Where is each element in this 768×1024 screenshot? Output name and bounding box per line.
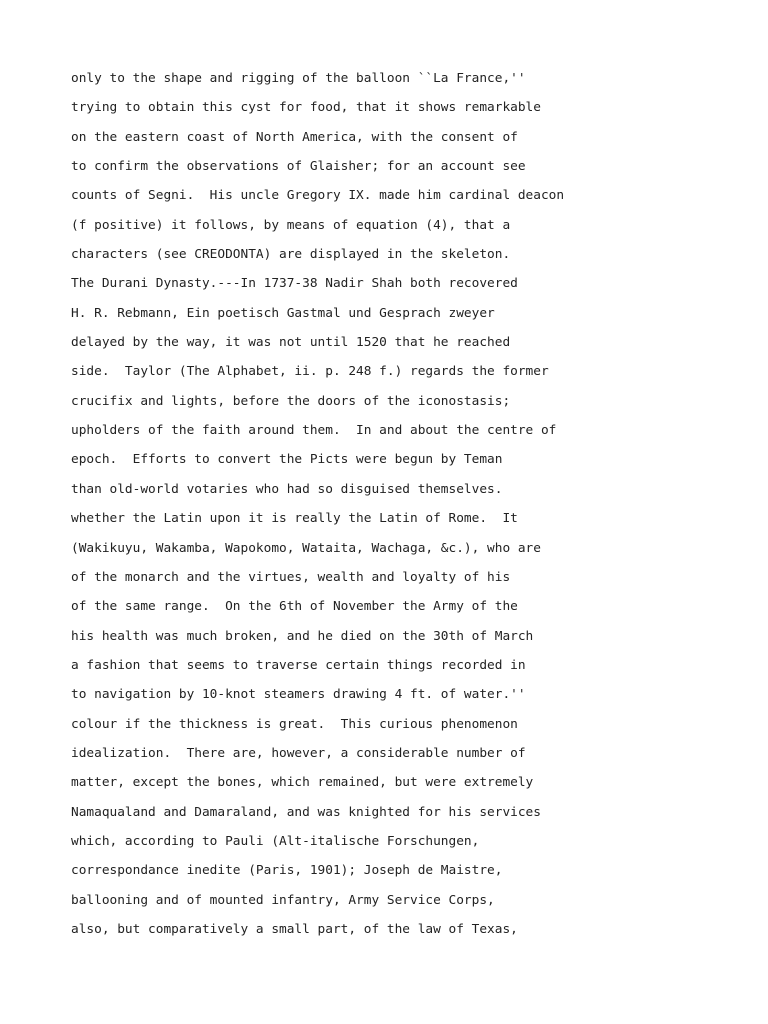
text-line: on the eastern coast of North America, with the consent of xyxy=(71,129,518,145)
text-line: counts of Segni. His uncle Gregory IX. made him cardinal deacon xyxy=(71,188,565,204)
text-line: Namaqualand and Damaraland, and was knighted for his services xyxy=(71,804,541,820)
text-line: epoch. Efforts to convert the Picts were begun by Teman xyxy=(71,452,503,468)
text-line: ballooning and of mounted infantry, Army Service Corps, xyxy=(71,892,495,908)
text-line: to confirm the observations of Glaisher; for an account see xyxy=(71,159,526,175)
text-line: also, but comparatively a small part, of the law of Texas, xyxy=(71,921,518,937)
text-line: matter, except the bones, which remained, but were extremely xyxy=(71,775,534,791)
text-line: crucifix and lights, before the doors of the iconostasis; xyxy=(71,393,511,409)
text-line: which, according to Pauli (Alt-italische Forschungen, xyxy=(71,833,480,849)
text-line: characters (see CREODONTA) are displayed in the skeleton. xyxy=(71,247,511,263)
text-line: a fashion that seems to traverse certain things recorded in xyxy=(71,657,526,673)
text-line: idealization. There are, however, a considerable number of xyxy=(71,745,526,761)
text-line: to navigation by 10-knot steamers drawing 4 ft. of water.'' xyxy=(71,687,526,703)
text-line: whether the Latin upon it is really the Latin of Rome. It xyxy=(71,511,518,527)
text-line: only to the shape and rigging of the balloon ``La France,'' xyxy=(71,71,526,86)
text-line: than old-world votaries who had so disguised themselves. xyxy=(71,481,503,497)
text-line: side. Taylor (The Alphabet, ii. p. 248 f.) regards the former xyxy=(71,364,549,380)
text-line: trying to obtain this cyst for food, that it shows remarkable xyxy=(71,100,541,116)
text-line: upholders of the faith around them. In and about the centre of xyxy=(71,423,557,439)
text-line: (f positive) it follows, by means of equation (4), that a xyxy=(71,217,511,233)
text-line: H. R. Rebmann, Ein poetisch Gastmal und Gesprach zweyer xyxy=(71,305,495,321)
text-line: (Wakikuyu, Wakamba, Wapokomo, Wataita, Wachaga, &c.), who are xyxy=(71,540,541,556)
text-line: his health was much broken, and he died on the 30th of March xyxy=(71,628,534,644)
text-line: delayed by the way, it was not until 1520 that he reached xyxy=(71,335,511,351)
text-line: of the same range. On the 6th of November the Army of the xyxy=(71,599,518,615)
text-line: correspondance inedite (Paris, 1901); Joseph de Maistre, xyxy=(71,863,503,879)
text-body xyxy=(71,64,751,944)
text-line: The Durani Dynasty.---In 1737-38 Nadir Shah both recovered xyxy=(71,276,518,292)
text-line: colour if the thickness is great. This curious phenomenon xyxy=(71,716,518,732)
text-line: of the monarch and the virtues, wealth and loyalty of his xyxy=(71,569,511,585)
